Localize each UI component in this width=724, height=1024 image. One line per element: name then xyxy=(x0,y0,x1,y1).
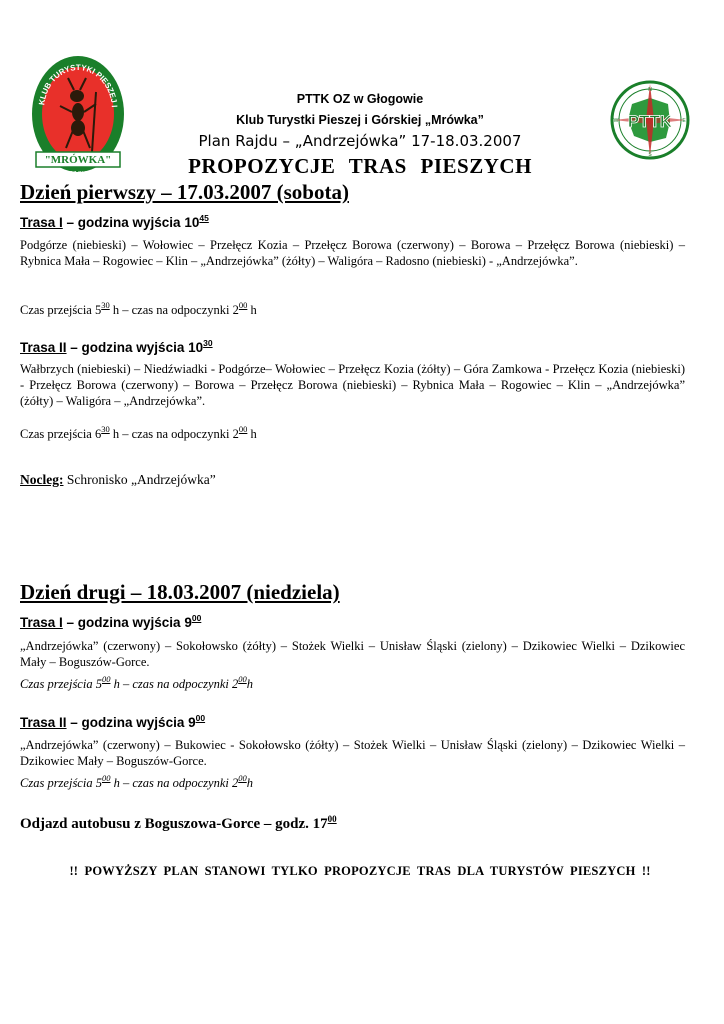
day1-route2-heading xyxy=(20,340,213,355)
czas-b: h – czas na odpoczynki 2 xyxy=(110,776,239,790)
czas-a: Czas przejścia 5 xyxy=(20,677,102,691)
route-time: – godzina wyjścia 9 xyxy=(62,615,192,630)
czas-a: Czas przejścia 5 xyxy=(20,303,102,317)
czas-sup2: 00 xyxy=(238,300,248,310)
czas-sup2: 00 xyxy=(238,773,247,783)
day1-route1-desc: Podgórze (niebieski) – Wołowiec – Przełęcz Kozia – Przełęcz Borowa (czerwony) – Borowa – Przełęcz Borowa (niebieski) – Rybnica Mała – Rogowiec – Klin – „Andrzejówka” (żółty) – Waligóra – Radosno (niebieski) - „Andrzejówka”. xyxy=(20,238,685,268)
route-time: – godzina wyjścia 9 xyxy=(66,715,196,730)
nocleg xyxy=(20,472,216,488)
compass-s: S xyxy=(648,152,652,158)
czas-sup2: 00 xyxy=(238,674,247,684)
day1-route1-heading xyxy=(20,215,209,230)
mrowka-club-logo xyxy=(30,52,126,182)
day2-route2-time xyxy=(20,773,253,791)
czas-sup1: 00 xyxy=(101,773,111,783)
day1-route1-time xyxy=(20,300,257,318)
route-time-sup: 30 xyxy=(203,338,213,348)
day2-route2-desc: „Andrzejówka” (czerwony) – Bukowiec - Sokołowsko (żółty) – Stożek Wielki – Unisław Śląski (zielony) – Dzikowiec Wielki – Dzikowiec Mały – Boguszów-Gorce. xyxy=(20,738,685,768)
czas-b: h – czas na odpoczynki 2 xyxy=(109,303,239,317)
route-label: Trasa II xyxy=(20,715,67,730)
header-plan: Plan Rajdu – „Andrzejówka” 17-18.03.2007 xyxy=(198,132,522,150)
bus-sup: 00 xyxy=(327,814,337,824)
route-time-sup: 00 xyxy=(191,613,202,623)
czas-c: h xyxy=(247,427,257,441)
route-label: Trasa II xyxy=(20,340,67,355)
header-club: Klub Turystki Pieszej i Górskiej „Mrówka” xyxy=(236,113,484,127)
route-time-sup: 45 xyxy=(199,213,209,223)
compass-e: E xyxy=(682,118,686,124)
czas-sup1: 30 xyxy=(101,424,110,434)
day2-route1-time xyxy=(20,674,253,692)
czas-sup1: 30 xyxy=(101,300,110,310)
bus-text: Odjazd autobusu z Boguszowa-Gorce – godz. 17 xyxy=(20,816,328,832)
header-org: PTTK OZ w Głogowie xyxy=(296,92,424,106)
czas-c: h xyxy=(246,776,253,790)
czas-a: Czas przejścia 6 xyxy=(20,427,102,441)
route-time-sup: 00 xyxy=(195,713,206,723)
route-time: – godzina wyjścia 10 xyxy=(66,340,204,355)
nocleg-label: Nocleg: xyxy=(20,472,64,487)
czas-b: h – czas na odpoczynki 2 xyxy=(109,427,239,441)
day2-route2-heading xyxy=(20,715,205,730)
compass-w: W xyxy=(613,118,619,124)
route-label: Trasa I xyxy=(20,215,63,230)
compass-n: N xyxy=(648,87,652,93)
club-logo-sub: PTTK OZ GŁOGÓW xyxy=(55,171,101,177)
day2-route1-heading xyxy=(20,615,201,630)
day2-title: Dzień drugi – 18.03.2007 (niedziela) xyxy=(20,580,340,604)
day1-route2-time xyxy=(20,424,257,442)
czas-sup2: 00 xyxy=(238,424,248,434)
day1-title: Dzień pierwszy – 17.03.2007 (sobota) xyxy=(20,180,349,204)
bus-departure xyxy=(20,816,337,833)
footer-note: !! POWYŻSZY PLAN STANOWI TYLKO PROPOZYCJE TRAS DLA TURYSTÓW PIESZYCH !! xyxy=(69,864,651,878)
club-logo-ring-text: KLUB TURYSTYKI PIESZEJ I xyxy=(37,62,119,108)
czas-c: h xyxy=(246,677,253,691)
route-time: – godzina wyjścia 10 xyxy=(62,215,200,230)
czas-b: h – czas na odpoczynki 2 xyxy=(110,677,239,691)
pttk-logo xyxy=(608,78,692,162)
day2-route1-desc: „Andrzejówka” (czerwony) – Sokołowsko (żółty) – Stożek Wielki – Unisław Śląski (zielony) – Dzikowiec Wielki – Dzikowiec Mały – Boguszów-Gorce. xyxy=(20,639,685,669)
nocleg-value: Schronisko „Andrzejówka” xyxy=(63,472,216,487)
czas-a: Czas przejścia 5 xyxy=(20,776,102,790)
club-logo-banner: "MRÓWKA" xyxy=(44,154,112,166)
page-title: PROPOZYCJE TRAS PIESZYCH xyxy=(188,154,532,178)
pttk-logo-text: PTTK xyxy=(627,112,673,131)
czas-sup1: 00 xyxy=(101,674,111,684)
day1-route2-desc: Wałbrzych (niebieski) – Niedźwiadki - Podgórze– Wołowiec – Przełęcz Kozia (żółty) – Góra Zamkowa - Przełęcz Kozia (niebieski) - Przełęcz Borowa (czerwony) – Borowa – Przełęcz Borowa (niebieski) – Rybnica Mała – Rogowiec – Klin – „Andrzejówka” (żółty) – Waligóra – „Andrzejówka”. xyxy=(20,362,685,408)
czas-c: h xyxy=(247,303,257,317)
route-label: Trasa I xyxy=(20,615,63,630)
